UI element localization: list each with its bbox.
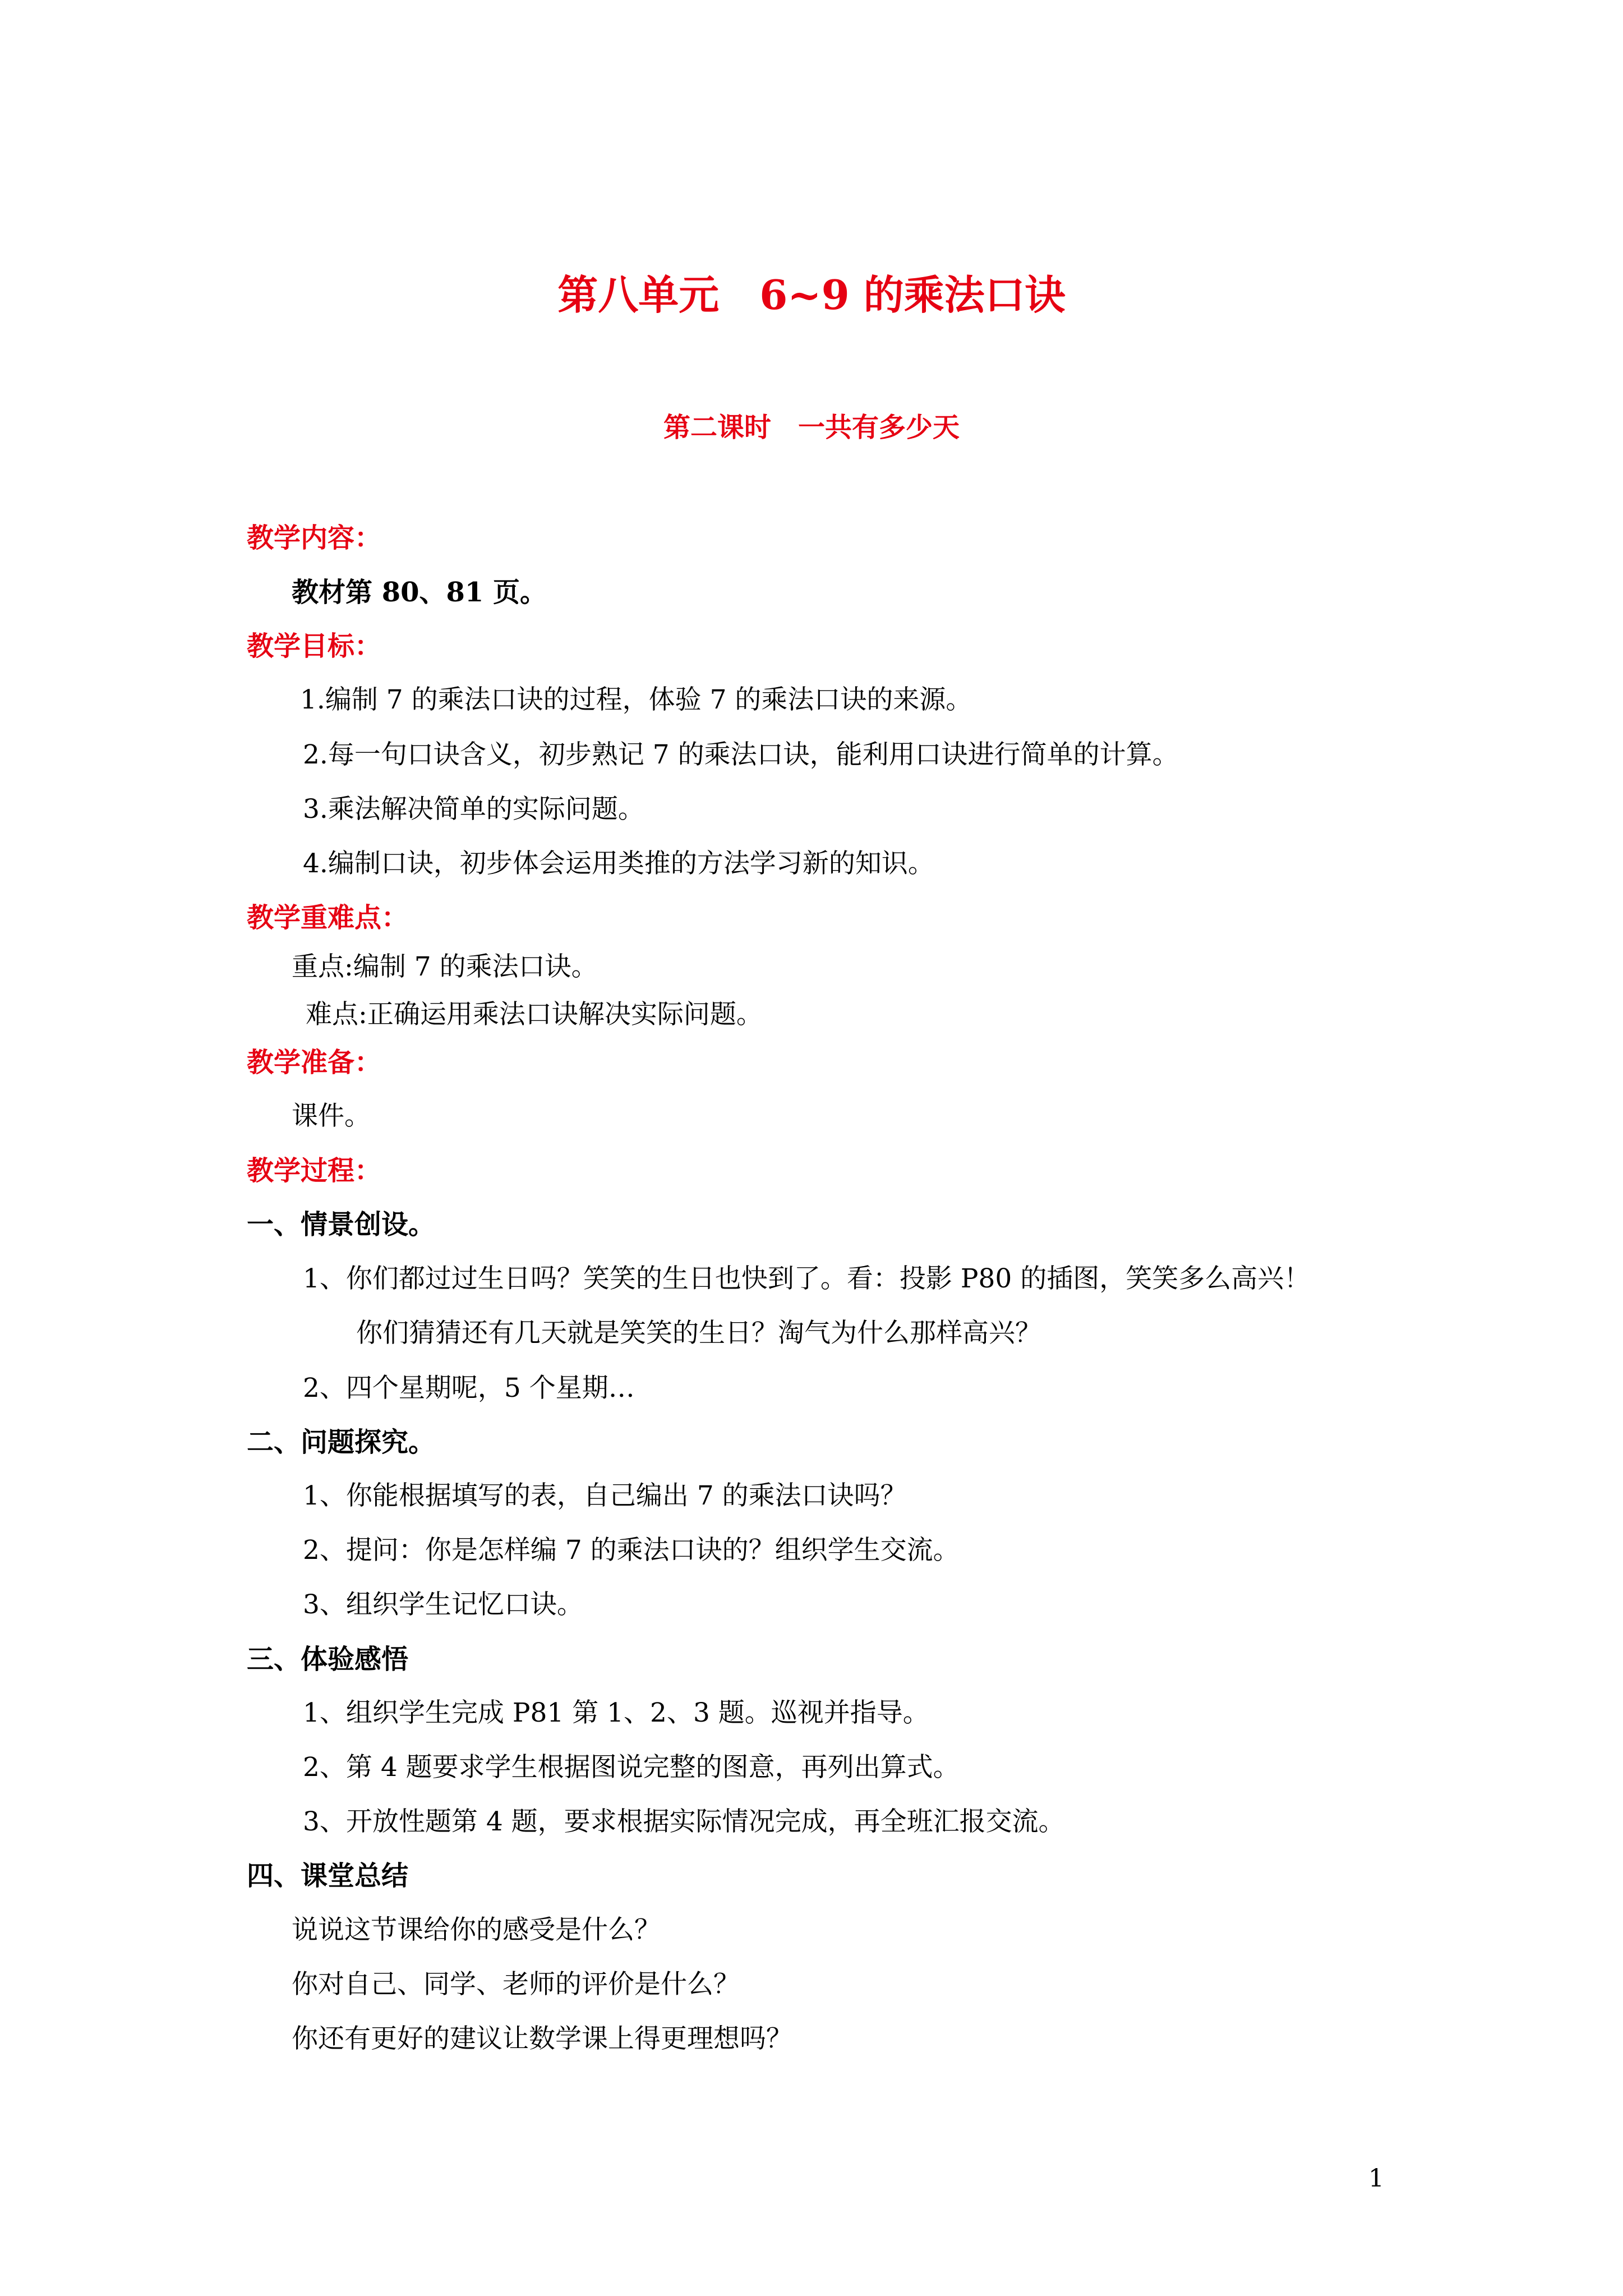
part1-item-1: 1、你们都过过生日吗？笑笑的生日也快到了。看：投影 P80 的插图，笑笑多么高兴！ [303,1263,1311,1294]
part3-item-3: 3、开放性题第 4 题，要求根据实际情况完成，再全班汇报交流。 [303,1806,1065,1837]
keypoints-heading: 教学重难点： [247,902,409,933]
part1-heading: 一、情景创设。 [247,1209,436,1240]
part4-item-2: 你对自己、同学、老师的评价是什么？ [292,1969,740,2000]
page-title: 第八单元 6~9 的乘法口诀 [557,271,1066,319]
goals-heading: 教学目标： [247,631,382,662]
part3-item-1: 1、组织学生完成 P81 第 1、2、3 题。巡视并指导。 [303,1697,929,1728]
content-heading: 教学内容： [247,522,382,554]
part2-item-1: 1、你能根据填写的表，自己编出 7 的乘法口诀吗？ [303,1480,907,1511]
goal-item-2: 2.每一句口诀含义，初步熟记 7 的乘法口诀，能利用口诀进行简单的计算。 [303,739,1179,770]
difficulty-text: 难点:正确运用乘法口诀解决实际问题。 [306,999,763,1030]
part3-heading: 三、体验感悟 [247,1644,409,1675]
part2-heading: 二、问题探究。 [247,1427,436,1458]
content-text: 教材第 80、81 页。 [292,577,547,608]
goal-item-4: 4.编制口诀，初步体会运用类推的方法学习新的知识。 [303,848,934,879]
part4-heading: 四、课堂总结 [247,1860,409,1892]
prep-text: 课件。 [292,1101,371,1131]
part1-item-2: 2、四个星期呢，5 个星期… [303,1373,635,1404]
part2-item-3: 3、组织学生记忆口诀。 [303,1589,583,1620]
part4-item-3: 你还有更好的建议让数学课上得更理想吗？ [292,2023,792,2054]
keypoint-text: 重点:编制 7 的乘法口诀。 [292,951,598,982]
part2-item-2: 2、提问：你是怎样编 7 的乘法口诀的？组织学生交流。 [303,1535,960,1566]
part1-item-1-cont: 你们猜猜还有几天就是笑笑的生日？淘气为什么那样高兴？ [356,1318,1041,1349]
goal-item-1: 1.编制 7 的乘法口诀的过程，体验 7 的乘法口诀的来源。 [300,684,972,715]
prep-heading: 教学准备： [247,1047,382,1078]
process-heading: 教学过程： [247,1155,382,1186]
lesson-subtitle: 第二课时 一共有多少天 [663,412,960,443]
part4-item-1: 说说这节课给你的感受是什么？ [292,1915,661,1945]
page-number: 1 [1368,2164,1384,2193]
part3-item-2: 2、第 4 题要求学生根据图说完整的图意，再列出算式。 [303,1752,960,1783]
goal-item-3: 3.乘法解决简单的实际问题。 [303,794,644,825]
